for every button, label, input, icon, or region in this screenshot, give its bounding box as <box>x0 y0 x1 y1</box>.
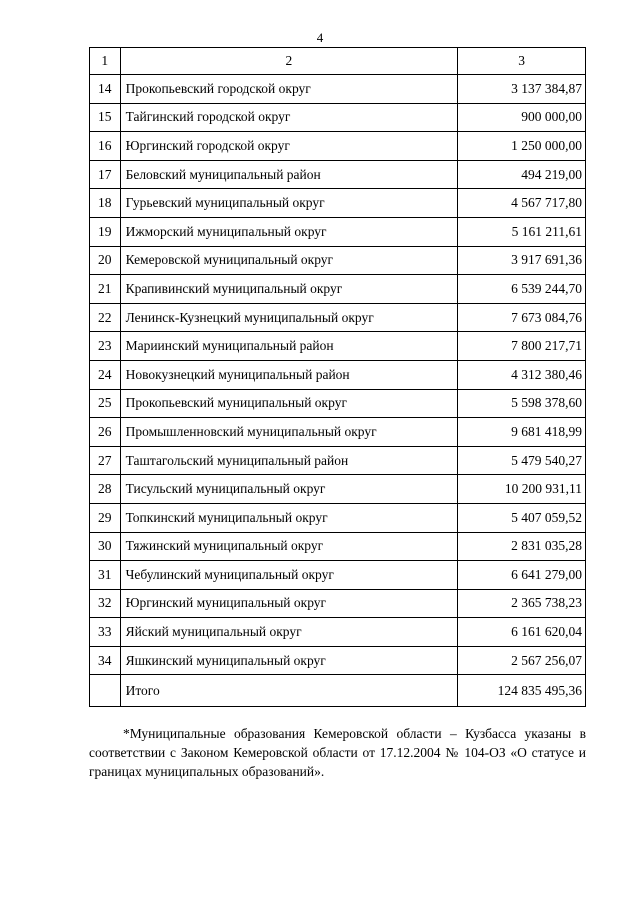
table-row <box>90 503 586 532</box>
distribution-table <box>89 47 586 707</box>
row-number: 24 <box>90 360 121 389</box>
row-number: 33 <box>90 618 121 647</box>
amount-value: 6 641 279,00 <box>458 561 586 590</box>
table-row <box>90 475 586 504</box>
amount-value: 9 681 418,99 <box>458 418 586 447</box>
amount-value: 5 479 540,27 <box>458 446 586 475</box>
table-row <box>90 360 586 389</box>
table-body <box>90 48 586 707</box>
amount-value: 494 219,00 <box>458 160 586 189</box>
table-row <box>90 418 586 447</box>
header-col-2: 2 <box>120 48 458 75</box>
total-row <box>90 675 586 707</box>
total-amount: 124 835 495,36 <box>458 675 586 707</box>
row-number: 34 <box>90 646 121 675</box>
amount-value: 2 567 256,07 <box>458 646 586 675</box>
row-number: 28 <box>90 475 121 504</box>
amount-value: 6 161 620,04 <box>458 618 586 647</box>
municipality-name: Беловский муниципальный район <box>120 160 458 189</box>
municipality-name: Ижморский муниципальный округ <box>120 217 458 246</box>
municipality-name: Юргинский муниципальный округ <box>120 589 458 618</box>
municipality-name: Тайгинский городской округ <box>120 103 458 132</box>
row-number: 19 <box>90 217 121 246</box>
amount-value: 3 917 691,36 <box>458 246 586 275</box>
amount-value: 3 137 384,87 <box>458 75 586 104</box>
row-number: 22 <box>90 303 121 332</box>
amount-value: 5 598 378,60 <box>458 389 586 418</box>
municipality-name: Яшкинский муниципальный округ <box>120 646 458 675</box>
municipality-name: Юргинский городской округ <box>120 132 458 161</box>
table-row <box>90 332 586 361</box>
row-number: 15 <box>90 103 121 132</box>
amount-value: 7 800 217,71 <box>458 332 586 361</box>
footnote: *Муниципальные образования Кемеровской области – Кузбасса указаны в соответствии с Законом Кемеровской области от 17.12.2004 № 104-ОЗ «О статусе и границах муниципальных образований». <box>89 726 586 779</box>
municipality-name: Крапивинский муниципальный округ <box>120 275 458 304</box>
table-header-row <box>90 48 586 75</box>
municipality-name: Прокопьевский муниципальный округ <box>120 389 458 418</box>
table-row <box>90 589 586 618</box>
municipality-name: Топкинский муниципальный округ <box>120 503 458 532</box>
table-row <box>90 561 586 590</box>
municipality-name: Прокопьевский городской округ <box>120 75 458 104</box>
municipality-name: Чебулинский муниципальный округ <box>120 561 458 590</box>
page-number: 4 <box>316 30 324 45</box>
table-row <box>90 189 586 218</box>
amount-value: 10 200 931,11 <box>458 475 586 504</box>
table-row <box>90 618 586 647</box>
table-row <box>90 160 586 189</box>
municipality-name: Яйский муниципальный округ <box>120 618 458 647</box>
municipality-name: Тяжинский муниципальный округ <box>120 532 458 561</box>
amount-value: 2 831 035,28 <box>458 532 586 561</box>
row-number: 29 <box>90 503 121 532</box>
amount-value: 4 567 717,80 <box>458 189 586 218</box>
amount-value: 5 161 211,61 <box>458 217 586 246</box>
amount-value: 6 539 244,70 <box>458 275 586 304</box>
row-number: 18 <box>90 189 121 218</box>
municipality-name: Новокузнецкий муниципальный район <box>120 360 458 389</box>
table-row <box>90 246 586 275</box>
total-empty-cell <box>90 675 121 707</box>
row-number: 26 <box>90 418 121 447</box>
municipality-name: Мариинский муниципальный район <box>120 332 458 361</box>
table-row <box>90 132 586 161</box>
row-number: 17 <box>90 160 121 189</box>
row-number: 25 <box>90 389 121 418</box>
table-row <box>90 103 586 132</box>
amount-value: 2 365 738,23 <box>458 589 586 618</box>
municipality-name: Таштагольский муниципальный район <box>120 446 458 475</box>
amount-value: 7 673 084,76 <box>458 303 586 332</box>
header-col-3: 3 <box>458 48 586 75</box>
municipality-name: Кемеровской муниципальный округ <box>120 246 458 275</box>
amount-value: 1 250 000,00 <box>458 132 586 161</box>
total-label: Итого <box>120 675 458 707</box>
row-number: 16 <box>90 132 121 161</box>
municipality-name: Тисульский муниципальный округ <box>120 475 458 504</box>
row-number: 21 <box>90 275 121 304</box>
row-number: 27 <box>90 446 121 475</box>
amount-value: 900 000,00 <box>458 103 586 132</box>
table-row <box>90 446 586 475</box>
row-number: 20 <box>90 246 121 275</box>
table-row <box>90 217 586 246</box>
table-row <box>90 646 586 675</box>
table-row <box>90 75 586 104</box>
amount-value: 4 312 380,46 <box>458 360 586 389</box>
table-row <box>90 389 586 418</box>
row-number: 23 <box>90 332 121 361</box>
row-number: 32 <box>90 589 121 618</box>
row-number: 30 <box>90 532 121 561</box>
row-number: 14 <box>90 75 121 104</box>
municipality-name: Гурьевский муниципальный округ <box>120 189 458 218</box>
row-number: 31 <box>90 561 121 590</box>
municipality-name: Ленинск-Кузнецкий муниципальный округ <box>120 303 458 332</box>
table-row <box>90 275 586 304</box>
municipality-name: Промышленновский муниципальный округ <box>120 418 458 447</box>
table-row <box>90 532 586 561</box>
table-row <box>90 303 586 332</box>
amount-value: 5 407 059,52 <box>458 503 586 532</box>
header-col-1: 1 <box>90 48 121 75</box>
